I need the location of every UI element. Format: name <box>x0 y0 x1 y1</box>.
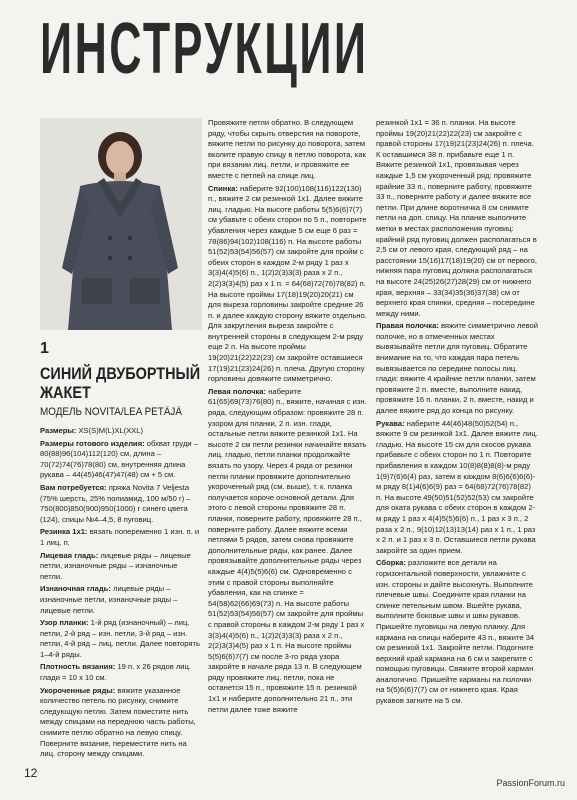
paragraph: резинкой 1х1 = 36 п. планки. На высоте проймы 19(20)21(22)22(23) см закройте с правой стороны 17(19)21(23)24(26) п. плеча. К оставшимся 38 п. прибавьте еще 1 п. Вяжите резинкой 1х1, провязывая через каждые 1,5 см укороченный ряд: провяжите крайние 33 п., поверните работу, провяжите 33 п., поверните работу и далее вяжите все петли. При длине воротничка 8 см снимите петли на доп. спицу. На планке выполните метки в местах расположения пуговиц: крайний ряд пуговиц должен располагаться в 2,5 см от левого края, следующий ряд – на расстоянии 15(16)17(18)19(20) см от первого, нижняя пара пуговиц должна располагаться на высоте 24(25)26(27)28(29) см от нижнего края, верхняя – 33(34)35(36)37(38) см от верхнего края спинки, средняя – посередине между ними. <box>376 118 537 318</box>
item-model: МОДЕЛЬ NOVITA/LEA PETÄJÄ <box>40 406 182 418</box>
column-1 <box>40 426 200 778</box>
paragraph: Спинка: наберите 92(100)108(116)122(130) п., вяжите 2 см резинкой 1х1. Далее вяжите лиц. гладью. На высоте работы 5(5)6(6)7(7) см убавьте с обеих сторон по 5 п., повторите убавления через каждые 5 см еще 6 раз = 78(86)94(102)108(116) п. На высоте работы 51(52)53(54)56(57) см закройте для пройм с обеих сторон в каждом 2-м ряду 1 раз х 3(3)4(4)5(6) п., 1(2)2(3)3(3) раза х 2 п., 2(2)3(3)4(5) раз х 1 п. = 64(68)72(76)78(82) п. На высоте проймы 17(18)19(20)20(21) см для выреза горловины закройте средние 26 п. и далее каждую сторону вяжите отдельно. Для закругления выреза закройте с внутренней стороны в следующем 2-м ряду еще 2 п. На высоте проймы 19(20)21(22)22(23) см закройте оставшиеся 17(19)21(23)24(26) п. плеча. Другую сторону горловины довяжите симметрично. <box>208 183 367 384</box>
page-number: 12 <box>24 766 38 780</box>
item-heading <box>40 340 200 418</box>
paragraph: Сборка: разложите все детали на горизонтальной поверхности, увлажните с изн. стороны и дайте высохнуть. Выполните плечевые швы. Соедините края планки на спинке петельным швом. Вшейте рукава, выполните боковые швы и швы рукавов. Пришейте пуговицы на левую планку. Для кармана на спицы наберите 43 п., вяжите 34 см резинкой 1х1. Закройте петли. Подогните верхний край кармана на 6 см и закрепите с помощью пуговицы. Свяжите второй карман аналогично. Пришейте карманы на полочки на 5(5)6(6)7(7) см от нижнего края. Края рукавов загните на 5 см. <box>376 558 535 706</box>
paragraph: Плотность вязания: 19 п. х 26 рядов лиц. глади = 10 х 10 см. <box>40 662 191 683</box>
paragraph: Правая полочка: вяжите симметрично левой полочке, но в отмеченных местах вывязывайте петли для пуговиц. Обратите внимание на то, что каждая пара петель вывязывается по середине полосы лиц. глади: вяжите 4 крайние петли планки, затем провяжите 2 п. вместе, выполните накид, провяжите 16 п. планки, 2 п. вместе, накид и далее вяжите ряд до конца по рисунку. <box>376 321 538 416</box>
paragraph: Вам потребуется: пряжа Novita 7 Veljesta (75% шерсть, 25% полиамид, 100 м/50 г) – 750(800)850(900)950(1000) г синего цвета (124), спицы №4–4,5, 8 пуговиц. <box>40 482 191 524</box>
column-3 <box>376 118 538 758</box>
item-title: СИНИЙ ДВУБОРТНЫЙ ЖАКЕТ <box>40 364 201 402</box>
paragraph: Изнаночная гладь: лицевые ряды – изнаночные петли, изнаночные ряды – лицевые петли. <box>40 584 178 615</box>
column-2 <box>208 118 368 780</box>
paragraph: Левая полочка: наберите 61(65)69(73)76(80) п., вяжите, начиная с изн. ряда, следующим образом: провяжите 28 п. узором для планки, 2 п. изн. глади, остальные петли вяжите резинкой 1х1. На высоте 2 см петли резинки начинайте вязать лиц. гладью, петли планки продолжайте вязать по узору. Через 4 ряда от резинки петли планки провяжите дополнительно укороченный ряд (см. выше), т. к. планка получается короче основной детали. Для этого с левой стороны провяжите 28 п. планки, поверните работу, провяжите 28 п., поверните работу. Далее вяжите всеми петлями 5 рядов, затем снова провяжите дополнительные ряды, как ранее. Далее провязывайте дополнительные ряды через каждые 4(4)5(5)6(6) см. Одновременно с этим с правой стороны выполняйте убавления, как на спинке = 54(58)62(66)69(73) п. На высоте работы 51(52)53(54)56(57) см закройте для проймы с правой стороны в каждом 2-м ряду 1 раз х 3(3)4(4)5(6) п., 1(2)2(3)3(3) раза х 2 п., 2(2)3(3)4(5) раз х 1 п. На высоте проймы 5(5)6(6)7(7) см после 3-го ряда узора закройте в начале ряда 13 п. В следующем ряду провяжите лиц. петли, пока не останется 15 п., провяжите 15 п. резинкой 1х1 и наберите дополнительно 21 п., эти петли далее тоже вяжите <box>208 386 367 714</box>
paragraph: Лицевая гладь: лицевые ряды – лицевые петли, изнаночные ряды – изнаночные петли. <box>40 550 191 581</box>
paragraph: Узор планки: 1-й ряд (изнаночный) – лиц. петли, 2-й ряд – изн. петли, 3-й ряд – изн. петли, 4-й ряд – лиц. петли. Далее повторять 1–4-й ряды. <box>40 618 200 659</box>
item-number: 1 <box>40 340 49 357</box>
page-title: ИНСТРУКЦИИ <box>40 9 369 89</box>
paragraph: Резинка 1х1: вязать попеременно 1 изн. п. и 1 лиц. п. <box>40 527 200 547</box>
watermark: PassionForum.ru <box>496 778 565 788</box>
model-photo <box>40 118 202 330</box>
paragraph: Укороченные ряды: вяжите указанное количество петель по рисунку, снимите следующую петлю. Затем поместите нить между спицами на переднюю часть работы, снимите петлю обратно на левую спицу. Поверните вязание, переместите нить на лиц. сторону между спицами. <box>40 685 196 759</box>
paragraph: Размеры готового изделия: обхват груди – 80(88)96(104)112(120) см, длина – 70(72)74(76)78(80) см, внутренняя длина рукава – 44(45)46(47)47(48) см + 5 см. <box>40 438 198 480</box>
paragraph: Провяжите петли обратно. В следующем ряду, чтобы скрыть отверстия на повороте, вяжите петли по рисунку до поворота, затем вколите правую спицу в петлю поворота, как при вязании лиц. петли, и провяжите ее вместе с петлей на спице лиц. <box>208 118 366 180</box>
paragraph: Рукава: наберите 44(46)48(50)52(54) п., вяжите 9 см резинкой 1х1. Далее вяжите лиц. гладью. На высоте 15 см для скосов рукава прибавьте с обеих сторон по 1 п. Повторите прибавления в каждом 10(8)8(8)8(8)-м ряду 1(9)7(6)6(4) раз, затем в каждом 8(6)6(6)6(6)-м ряду 8(1)4(6)6(9) раз = 64(68)72(76)78(82) п. На высоте 49(50)51(52)52(53) см закройте для оката рукава с обеих сторон в каждом 2-м ряду 1 раз х 4(4)5(5)6(6) п., 1 раз х 3 п., 2 раза х 2 п., 9(10)12(13)13(14) раз х 1 п., 1 раз х 2 п. и 1 раз х 3 п. Оставшиеся петли рукава закройте за один прием. <box>376 418 538 555</box>
paragraph: Размеры: XS(S)M(L)XL(XXL) <box>40 426 144 435</box>
